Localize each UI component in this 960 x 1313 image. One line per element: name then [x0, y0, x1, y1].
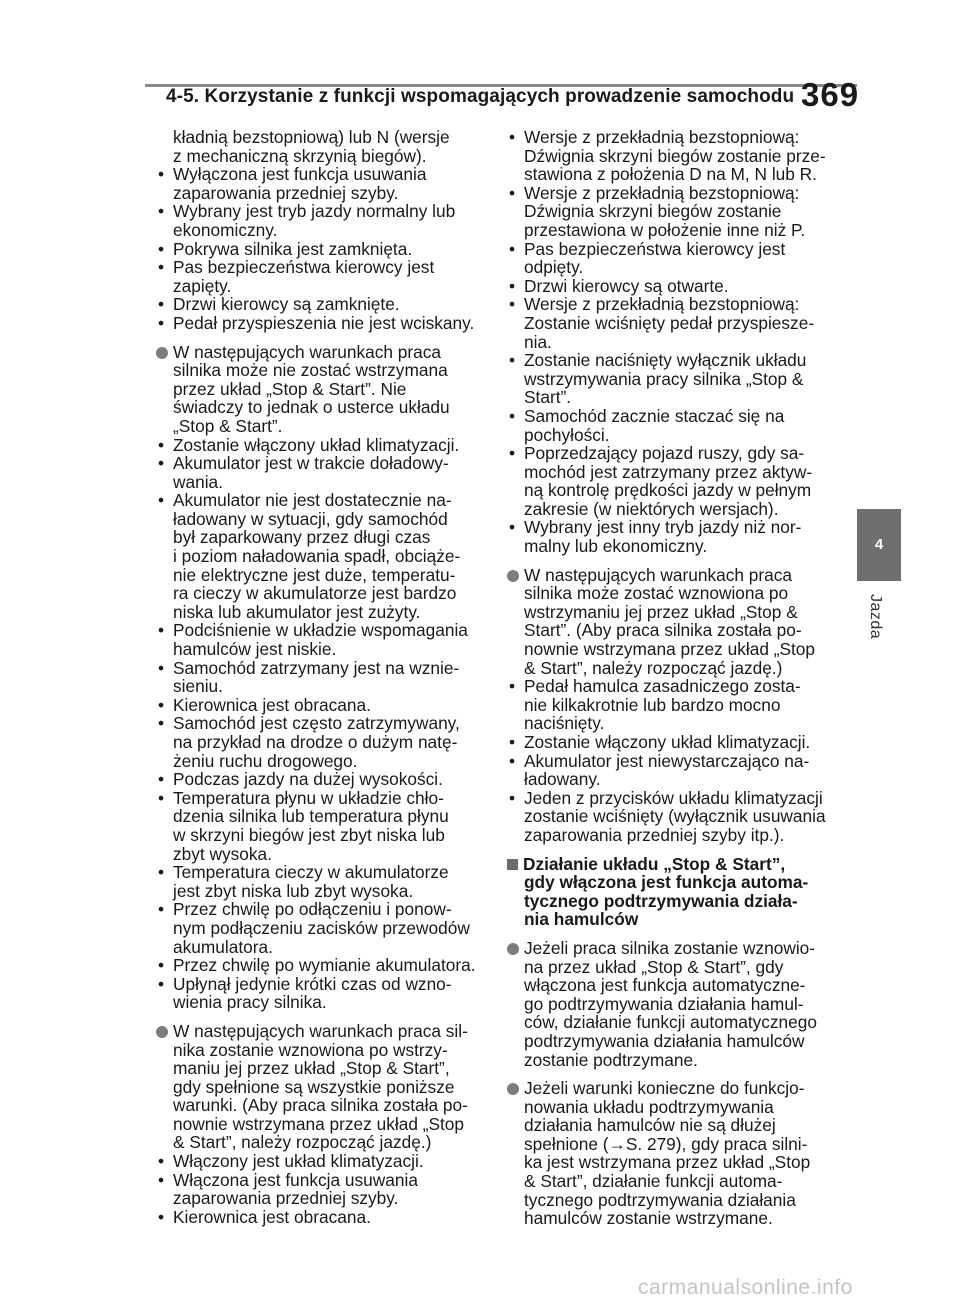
bullet-item [505, 184, 839, 203]
bullet-icon: • [509, 127, 516, 147]
text-line [154, 807, 484, 826]
bullet-text: Wyłączona jest funkcja usuwania [173, 164, 427, 185]
bullet-item [154, 696, 484, 715]
bullet-text: Akumulator jest w trakcie doładowy- [173, 453, 449, 474]
line-text: stawiona z położenia D na M, N lub R. [524, 164, 817, 185]
text-line [154, 128, 484, 147]
bullet-icon: • [158, 294, 165, 315]
line-text: Start”. [524, 387, 572, 408]
line-text: wania. [173, 471, 223, 492]
line-text: ładowany w sytuacji, gdy samochód [173, 508, 448, 529]
text-line [154, 1189, 484, 1208]
bullet-item [154, 240, 484, 259]
bullet-icon: • [158, 434, 165, 455]
bullet-text: Wersje z przekładnią bezstopniową: [524, 182, 800, 203]
text-line [154, 845, 484, 864]
text-line [154, 473, 484, 492]
bullet-item [154, 454, 484, 473]
text-line [505, 537, 839, 556]
text-line [505, 333, 839, 352]
bullet-icon: • [158, 1151, 165, 1172]
bullet-text: Wersje z przekładnią bezstopniową: [524, 127, 800, 147]
text-line [154, 147, 484, 166]
bullet-text: Pedał hamulca zasadniczego zosta- [524, 676, 801, 697]
line-text: zostanie podtrzymane. [524, 1049, 698, 1070]
bullet-icon: • [158, 238, 165, 259]
text-line [154, 277, 484, 296]
bullet-text: Pas bezpieczeństwa kierowcy jest [173, 257, 435, 278]
line-text: nika zostanie wznowiona po wstrzy- [173, 1039, 448, 1060]
note-paragraph [505, 939, 839, 958]
text-line [505, 976, 839, 995]
heading-text: tycznego podtrzymywania działa- [524, 890, 798, 911]
bullet-icon: • [509, 182, 516, 203]
circle-bullet-icon [156, 1026, 168, 1038]
text-line [154, 938, 484, 957]
bullet-item [154, 659, 484, 678]
bullet-icon: • [158, 694, 165, 715]
bullet-icon: • [158, 1169, 165, 1190]
bullet-text: Temperatura cieczy w akumulatorze [173, 862, 449, 883]
line-text: zaparowania przedniej szyby itp.). [524, 824, 785, 845]
text-line [154, 1133, 484, 1152]
circle-bullet-icon [507, 1083, 519, 1095]
bullet-icon: • [509, 443, 516, 464]
line-text: „Stop & Start”. [173, 415, 283, 436]
text-line [505, 147, 839, 166]
bullet-text: Wersje z przekładnią bezstopniową: [524, 294, 800, 315]
bullet-icon: • [158, 620, 165, 641]
line-text: zaparowania przedniej szyby. [173, 182, 399, 203]
bullet-item [154, 314, 484, 333]
note-text: W następujących warunkach praca [524, 564, 792, 585]
bullet-text: Wybrany jest inny tryb jazdy niż nor- [524, 517, 802, 538]
bullet-text: Podczas jazdy na dużej wysokości. [173, 769, 443, 790]
heading-continuation [505, 873, 839, 892]
text-line [505, 696, 839, 715]
line-text: zaparowania przedniej szyby. [173, 1188, 399, 1209]
circle-bullet-icon [507, 570, 519, 582]
line-text: pochyłości. [524, 424, 610, 445]
bullet-icon: • [158, 657, 165, 678]
text-line [154, 547, 484, 566]
text-line [154, 417, 484, 436]
heading-text: nia hamulców [524, 909, 639, 930]
line-text: włączona jest funkcja automatyczne- [524, 975, 806, 996]
note-paragraph [505, 1079, 839, 1098]
bullet-text: Zostanie włączony układ klimatyzacji. [173, 434, 460, 455]
bullet-item [154, 202, 484, 221]
line-text: dzenia silnika lub temperatura płynu [173, 806, 449, 827]
line-text: ra cieczy w akumulatorze jest bardzo [173, 583, 457, 604]
circle-bullet-icon [507, 943, 519, 955]
text-line [505, 165, 839, 184]
text-line [505, 1172, 839, 1191]
section-title: 4-5. Korzystanie z funkcji wspomagających prowadzenie samochodu [166, 86, 795, 107]
text-line [505, 202, 839, 221]
text-line [154, 1115, 484, 1134]
text-line [154, 184, 484, 203]
bullet-item [505, 733, 839, 752]
text-line [505, 370, 839, 389]
line-text: zakresie (w niektórych wersjach). [524, 498, 779, 519]
bullet-text: Włączona jest funkcja usuwania [173, 1169, 418, 1190]
text-line [505, 659, 839, 678]
bullet-item [154, 621, 484, 640]
line-text: na przykład na drodze o dużym natę- [173, 732, 458, 752]
page-number: 369 [801, 76, 860, 113]
note-paragraph [154, 343, 484, 362]
bullet-text: Zostanie naciśnięty wyłącznik układu [524, 350, 807, 371]
text-line [505, 1191, 839, 1210]
bullet-item [505, 752, 839, 771]
text-line [505, 995, 839, 1014]
text-line [505, 1032, 839, 1051]
text-line [505, 388, 839, 407]
text-line [505, 958, 839, 977]
bullet-item [505, 295, 839, 314]
line-text: hamulców zostanie wstrzymane. [524, 1208, 773, 1229]
text-line [154, 221, 484, 240]
line-text: hamulców jest niskie. [173, 639, 337, 660]
note-paragraph [505, 566, 839, 585]
text-line [154, 510, 484, 529]
line-text: zapięty. [173, 275, 232, 296]
line-text: odpięty. [524, 257, 584, 278]
bullet-icon: • [509, 676, 516, 697]
text-line [505, 481, 839, 500]
line-text: ców, działanie funkcji automatycznego [524, 1012, 817, 1033]
bullet-text: Wybrany jest tryb jazdy normalny lub [173, 201, 456, 222]
bullet-item [154, 900, 484, 919]
bullet-text: Samochód zacznie staczać się na [524, 405, 785, 426]
text-line [505, 770, 839, 789]
line-text: wienia pracy silnika. [173, 992, 327, 1013]
bullet-icon: • [509, 275, 516, 296]
bullet-icon: • [158, 713, 165, 734]
bullet-text: Przez chwilę po odłączeniu i ponow- [173, 899, 452, 920]
text-line [505, 1051, 839, 1070]
watermark: carmanualsonline.info [638, 1276, 853, 1299]
bullet-text: Temperatura płynu w układzie chło- [173, 787, 444, 808]
bullet-icon: • [158, 257, 165, 278]
heading-continuation [505, 892, 839, 911]
line-text: ekonomiczny. [173, 219, 278, 240]
bullet-text: Samochód jest często zatrzymywany, [173, 713, 460, 734]
bullet-text: Pedał przyspieszenia nie jest wciskany. [173, 312, 475, 333]
line-text: tycznego podtrzymywania działania [524, 1189, 796, 1210]
line-text: & Start”, należy rozpocząć jazdę.) [524, 657, 783, 678]
bullet-item [154, 258, 484, 277]
circle-bullet-icon [156, 347, 168, 359]
note-paragraph [154, 1022, 484, 1041]
line-text: z mechaniczną skrzynią biegów). [173, 145, 427, 166]
line-text: podtrzymywania działania hamulców [524, 1030, 805, 1051]
text-line [154, 733, 484, 752]
bullet-icon: • [158, 955, 165, 976]
text-line [505, 714, 839, 733]
bullet-icon: • [509, 294, 516, 315]
text-line [154, 1096, 484, 1115]
line-text: nownie wstrzymana przez układ „Stop [524, 639, 816, 660]
line-text: Dźwignia skrzyni biegów zostanie prze- [524, 145, 826, 166]
text-line [154, 380, 484, 399]
bullet-text: Włączony jest układ klimatyzacji. [173, 1151, 424, 1172]
bullet-icon: • [158, 1206, 165, 1227]
bullet-icon: • [509, 787, 516, 808]
bullet-icon: • [509, 238, 516, 259]
bullet-text: Kierownica jest obracana. [173, 1206, 371, 1227]
line-text: Start”. (Aby praca silnika została po- [524, 620, 802, 641]
text-line [505, 500, 839, 519]
bullet-text: Upłynął jedynie krótki czas od wzno- [173, 973, 452, 994]
text-line [505, 1116, 839, 1135]
bullet-icon: • [509, 405, 516, 426]
line-text: działania hamulców nie są dłużej [524, 1115, 776, 1136]
bullet-item [154, 1208, 484, 1227]
bullet-item [505, 444, 839, 463]
text-line [154, 1078, 484, 1097]
text-line [154, 826, 484, 845]
text-line [505, 1135, 839, 1154]
text-line [154, 1059, 484, 1078]
line-text: nie elektryczne jest duże, temperatu- [173, 564, 456, 585]
text-line [154, 1041, 484, 1060]
square-bullet-icon [507, 859, 518, 870]
text-line [505, 426, 839, 445]
bullet-item [154, 863, 484, 882]
heading-text: Działanie układu „Stop & Start”, [523, 853, 786, 874]
bullet-text: Samochód zatrzymany jest na wznie- [173, 657, 460, 678]
text-line [505, 314, 839, 333]
line-text: żeniu ruchu drogowego. [173, 750, 358, 771]
text-line [505, 1098, 839, 1117]
bullet-icon: • [158, 453, 165, 474]
bullet-icon: • [509, 732, 516, 752]
text-line [154, 528, 484, 547]
bullet-icon: • [509, 350, 516, 371]
text-line [154, 752, 484, 771]
text-line [154, 584, 484, 603]
bullet-item [154, 436, 484, 455]
note-text: W następujących warunkach praca [173, 341, 441, 362]
text-line [505, 621, 839, 640]
text-line [154, 361, 484, 380]
line-text: na przez układ „Stop & Start”, gdy [524, 956, 784, 977]
text-line [505, 807, 839, 826]
bullet-item [154, 165, 484, 184]
line-text: Zostanie wciśnięty pedał przyspiesze- [524, 312, 815, 333]
right-column [505, 128, 839, 1228]
bullet-icon: • [158, 862, 165, 883]
bullet-item [505, 128, 839, 147]
line-text: jest zbyt niska lub zbyt wysoka. [173, 880, 414, 901]
subsection-heading [505, 855, 839, 874]
text-line [154, 566, 484, 585]
text-line [505, 258, 839, 277]
line-text: & Start”, działanie funkcji automa- [524, 1171, 783, 1192]
line-text: ładowany. [524, 769, 601, 790]
bullet-icon: • [158, 973, 165, 994]
bullet-icon: • [509, 750, 516, 771]
text-line [505, 1209, 839, 1228]
line-text: warunki. (Aby praca silnika została po- [173, 1095, 468, 1116]
line-text: Dźwignia skrzyni biegów zostanie [524, 201, 782, 222]
text-line [505, 463, 839, 482]
bullet-item [154, 491, 484, 510]
bullet-item [154, 1171, 484, 1190]
text-line [505, 1013, 839, 1032]
line-text: zostanie wciśnięty (wyłącznik usuwania [524, 806, 826, 827]
bullet-icon: • [158, 164, 165, 185]
bullet-text: Drzwi kierowcy są zamknięte. [173, 294, 400, 315]
bullet-text: Akumulator jest niewystarczająco na- [524, 750, 810, 771]
line-text: naciśnięty. [524, 713, 605, 734]
bullet-icon: • [158, 490, 165, 511]
line-text: w skrzyni biegów jest zbyt niska lub [173, 824, 445, 845]
chapter-label: Jazda [867, 594, 884, 640]
line-text: ka jest wstrzymana przez układ „Stop [524, 1152, 811, 1173]
line-text: & Start”, należy rozpocząć jazdę.) [173, 1132, 432, 1153]
bullet-text: Przez chwilę po wymianie akumulatora. [173, 955, 476, 976]
bullet-item [154, 714, 484, 733]
line-text: ną kontrolę prędkości jazdy w pełnym [524, 480, 812, 501]
line-text: świadczy to jednak o usterce układu [173, 397, 450, 418]
line-text: był zaparkowany przez długi czas [173, 527, 431, 548]
bullet-item [505, 677, 839, 696]
text-line [505, 826, 839, 845]
line-text: nie kilkakrotnie lub bardzo mocno [524, 694, 781, 715]
bullet-text: Pas bezpieczeństwa kierowcy jest [524, 238, 786, 259]
bullet-icon: • [158, 787, 165, 808]
note-text: W następujących warunkach praca sil- [173, 1020, 468, 1041]
line-text: zbyt wysoka. [173, 843, 272, 864]
bullet-icon: • [158, 899, 165, 920]
left-column [154, 128, 484, 1226]
bullet-item [505, 351, 839, 370]
chapter-tab[interactable]: 4 [857, 509, 901, 581]
text-line [505, 603, 839, 622]
bullet-text: Poprzedzający pojazd ruszy, gdy sa- [524, 443, 805, 464]
bullet-text: Podciśnienie w układzie wspomagania [173, 620, 468, 641]
line-text: i poziom naładowania spadł, obciąże- [173, 546, 461, 567]
line-text: gdy spełnione są wszystkie poniższe [173, 1076, 455, 1097]
text-line [505, 584, 839, 603]
line-text: nownie wstrzymana przez układ „Stop [173, 1113, 465, 1134]
bullet-text: Kierownica jest obracana. [173, 694, 371, 715]
bullet-icon: • [509, 517, 516, 538]
heading-text: gdy włączona jest funkcja automa- [524, 872, 809, 893]
text-line [154, 603, 484, 622]
text-line [505, 1153, 839, 1172]
text-line [505, 221, 839, 240]
line-text: mochód jest zatrzymany przez aktyw- [524, 461, 813, 482]
line-text: kładnią bezstopniową) lub N (wersje [173, 127, 450, 147]
line-text: wstrzymywania pracy silnika „Stop & [524, 368, 804, 389]
bullet-icon: • [158, 201, 165, 222]
bullet-item [505, 277, 839, 296]
bullet-item [154, 295, 484, 314]
note-text: Jeżeli praca silnika zostanie wznowio- [524, 937, 816, 958]
bullet-item [154, 1152, 484, 1171]
line-text: sieniu. [173, 676, 223, 697]
text-line [505, 640, 839, 659]
bullet-item [505, 407, 839, 426]
line-text: spełnione (→S. 279), gdy praca silni- [524, 1133, 808, 1154]
line-text: nia. [524, 331, 552, 352]
bullet-icon: • [158, 769, 165, 790]
note-text: Jeżeli warunki konieczne do funkcjo- [524, 1078, 805, 1099]
bullet-item [505, 789, 839, 808]
line-text: malny lub ekonomiczny. [524, 536, 708, 557]
bullet-text: Akumulator nie jest dostatecznie na- [173, 490, 452, 511]
text-line [154, 993, 484, 1012]
line-text: przez układ „Stop & Start”. Nie [173, 378, 407, 399]
bullet-item [154, 956, 484, 975]
heading-continuation [505, 910, 839, 929]
bullet-item [154, 770, 484, 789]
text-line [154, 919, 484, 938]
bullet-item [505, 518, 839, 537]
bullet-item [154, 975, 484, 994]
line-text: go podtrzymywania działania hamul- [524, 993, 804, 1014]
line-text: silnika może nie zostać wstrzymana [173, 360, 448, 381]
bullet-text: Jeden z przycisków układu klimatyzacji [524, 787, 823, 808]
bullet-icon: • [158, 312, 165, 333]
bullet-text: Drzwi kierowcy są otwarte. [524, 275, 729, 296]
line-text: silnika może zostać wznowiona po [524, 583, 789, 604]
bullet-text: Pokrywa silnika jest zamknięta. [173, 238, 413, 259]
line-text: niska lub akumulator jest zużyty. [173, 601, 421, 622]
text-line [154, 640, 484, 659]
bullet-text: Zostanie włączony układ klimatyzacji. [524, 732, 811, 752]
text-line [154, 882, 484, 901]
bullet-item [154, 789, 484, 808]
line-text: wstrzymaniu jej przez układ „Stop & [524, 601, 798, 622]
line-text: przestawiona w położenie inne niż P. [524, 219, 806, 240]
line-text: maniu jej przez układ „Stop & Start”, [173, 1058, 450, 1079]
line-text: nowania układu podtrzymywania [524, 1096, 774, 1117]
line-text: akumulatora. [173, 936, 273, 957]
bullet-item [505, 240, 839, 259]
text-line [154, 398, 484, 417]
text-line [154, 677, 484, 696]
line-text: nym podłączeniu zacisków przewodów [173, 917, 470, 938]
